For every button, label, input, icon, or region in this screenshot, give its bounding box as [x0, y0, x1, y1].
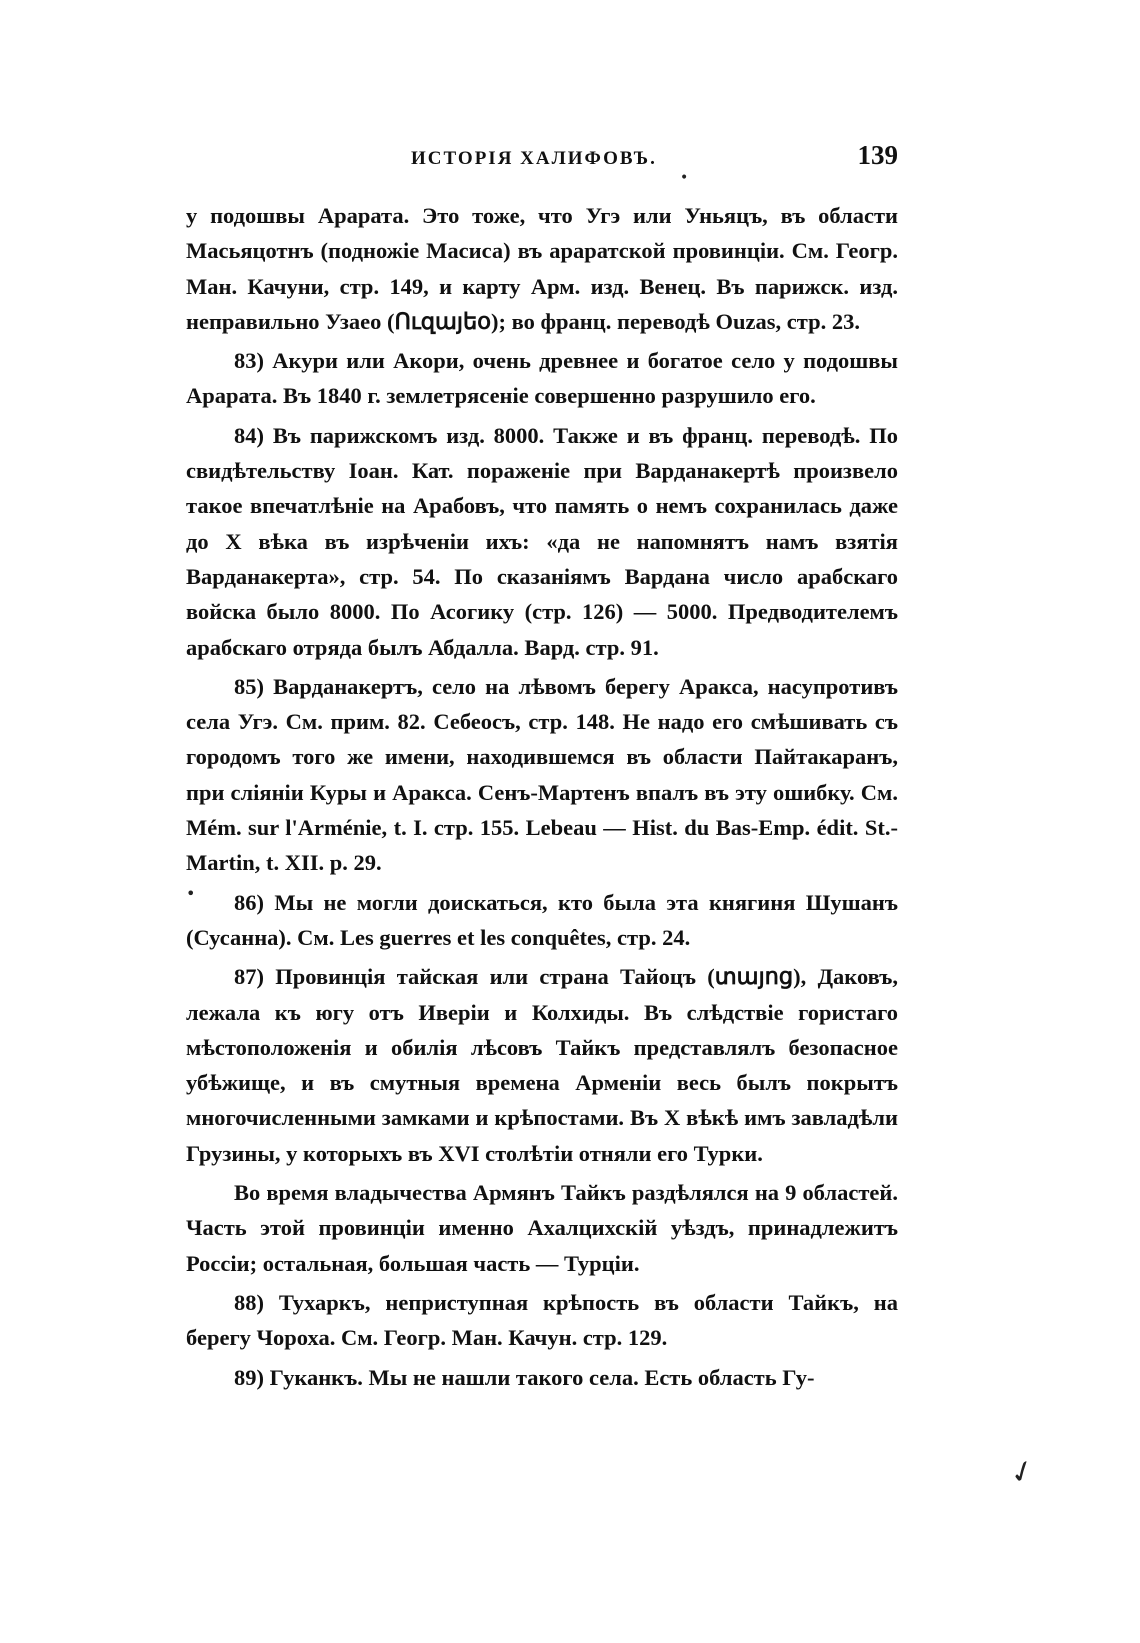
note-86: 86) Мы не могли доискаться, кто была эта княгиня Шушанъ (Сусанна). См. Les guerres et les conquêtes, стр. 24. [186, 889, 898, 950]
page-number: 139 [857, 140, 898, 170]
running-title: ИСТОРІЯ ХАЛИФОВЪ. [411, 148, 657, 169]
note-89: 89) Гуканкъ. Мы не нашли такого села. Есть область Гу- [234, 1364, 815, 1390]
note-83: 83) Акури или Акори, очень древнее и богатое село у подошвы Арарата. Въ 1840 г. землетрясеніе совершенно разрушило его. [186, 348, 898, 409]
note-87: 87) Провинція тайская или страна Тайоцъ (տայոց), Даковъ, лежала къ югу отъ Иверіи и Колхиды. Въ слѣдствіе гористаго мѣстоположенія и обилія лѣсовъ Тайкъ представлялъ безопасное убѣжище, и въ смутныя времена Арменіи весь былъ покрытъ многочисленными замками и крѣпостами. Въ X вѣкѣ имъ завладѣли Грузины, у которыхъ въ XVI столѣтіи отняли его Турки. [186, 964, 898, 1166]
ink-dot-mark: • [186, 884, 196, 903]
footnotes-body [186, 198, 898, 1399]
note-88: 88) Тухаркъ, неприступная крѣпость въ области Тайкъ, на берегу Чороха. См. Геогр. Ман. Качун. стр. 129. [186, 1289, 898, 1351]
note-85: 85) Варданакертъ, село на лѣвомъ берегу Аракса, насупротивъ села Угэ. См. прим. 82. Себеосъ, стр. 148. Не надо его смѣшивать съ городомъ того же имени, находившемся въ области Пайтакаранъ, при сліяніи Куры и Аракса. Сенъ-Мартенъ впалъ въ эту ошибку. См. Mém. sur l'Arménie, t. I. стр. 155. Lebeau — Hist. du Bas-Emp. édit. St.-Martin, t. XII. p. 29. [186, 673, 898, 876]
ink-dot-mark: • [680, 170, 689, 186]
note-87-continued: Во время владычества Армянъ Тайкъ раздѣлялся на 9 областей. Часть этой провинціи именно Ахалцихскій уѣздъ, принадлежитъ Россіи; остальная, большая часть — Турціи. [186, 1180, 898, 1276]
note-84: 84) Въ парижскомъ изд. 8000. Также и въ франц. переводѣ. По свидѣтельству Іоан. Кат. пораженіе при Варданакертѣ произвело такое впечатлѣніе на Арабовъ, что память о немъ сохранилась даже до X вѣка въ изрѣченіи ихъ: «да не напомнятъ намъ взятія Варданакерта», стр. 54. По сказаніямъ Вардана число арабскаго войска было 8000. По Асогику (стр. 126) — 5000. Предводителемъ арабскаго отряда былъ Абдалла. Вард. стр. 91. [186, 422, 898, 660]
running-head [186, 140, 898, 171]
note-paragraph: у подошвы Арарата. Это тоже, что Угэ или Уньяцъ, въ области Масьяцотнъ (подножіе Масиса) въ араратской провинціи. См. Геогр. Ман. Качуни, стр. 149, и карту Арм. изд. Венец. Въ парижск. изд. неправильно Узаео (Ուզայեօ); во франц. переводѣ Ouzas, стр. 23. [186, 203, 898, 334]
pen-stroke-mark: ✓ [1004, 1451, 1041, 1494]
